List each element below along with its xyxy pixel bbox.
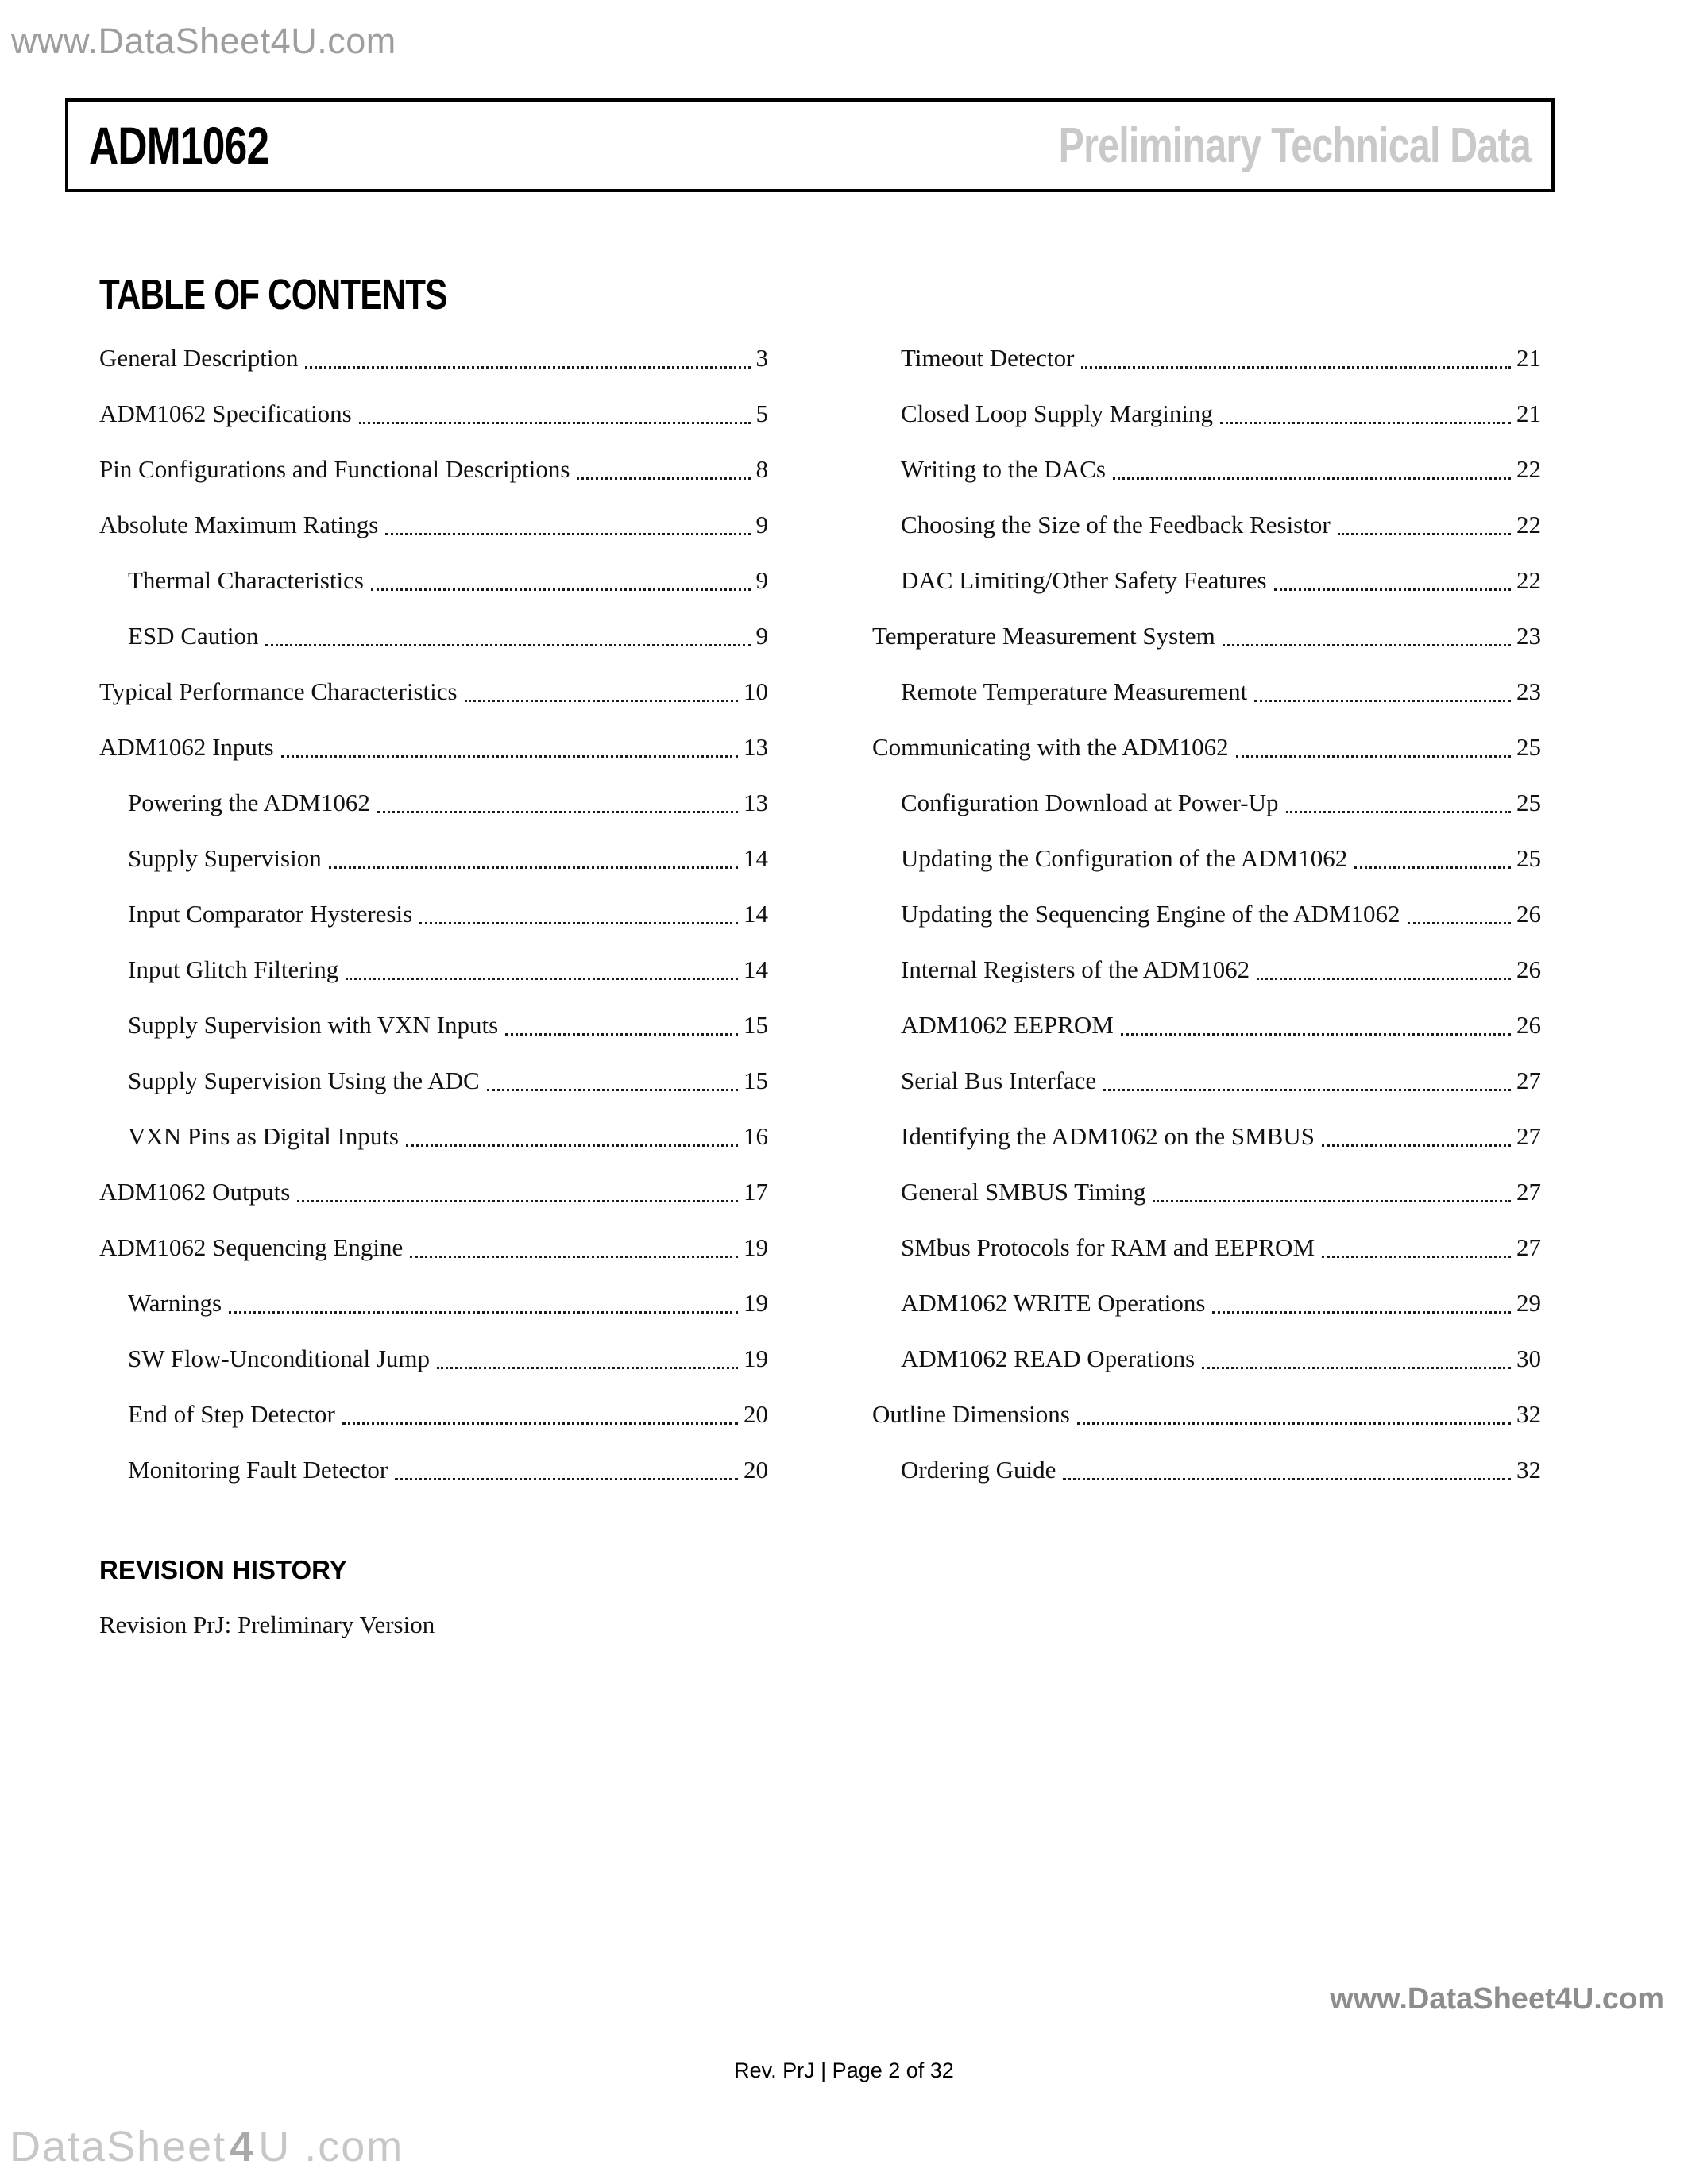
toc-entry-page: 19 <box>744 1345 768 1372</box>
toc-entry-page: 25 <box>1516 789 1541 816</box>
toc-entry-label: Outline Dimensions <box>872 1400 1070 1428</box>
toc-title-wrap <box>99 270 545 319</box>
toc-entry-page: 21 <box>1516 344 1541 372</box>
toc-entry-page: 23 <box>1516 677 1541 705</box>
toc-entry-label: Remote Temperature Measurement <box>901 677 1248 705</box>
toc-entry-label: Typical Performance Characteristics <box>99 677 458 705</box>
toc-dot-leader <box>437 1345 738 1369</box>
toc-entry-page: 22 <box>1516 511 1541 538</box>
toc-entry-label: Powering the ADM1062 <box>128 789 370 816</box>
toc-dot-leader <box>406 1122 738 1147</box>
toc-dot-leader <box>1103 1067 1511 1091</box>
toc-entry <box>99 1400 768 1456</box>
toc-dot-leader <box>410 1233 738 1258</box>
toc-entry <box>99 900 768 955</box>
revision-history-title: REVISION HISTORY <box>99 1555 347 1584</box>
toc-entry <box>99 622 768 677</box>
toc-entry-label: Input Glitch Filtering <box>128 955 339 983</box>
toc-entry <box>872 1400 1541 1456</box>
toc-entry <box>872 1122 1541 1178</box>
toc-entry-page: 9 <box>755 566 768 594</box>
toc-entry <box>872 1289 1541 1345</box>
toc-dot-leader <box>377 789 738 813</box>
toc-dot-leader <box>395 1456 738 1480</box>
toc-entry-page: 22 <box>1516 566 1541 594</box>
toc-entry-page: 5 <box>755 399 768 427</box>
toc-dot-leader <box>1286 789 1512 813</box>
toc-entry-page: 14 <box>744 844 768 872</box>
toc-entry-label: Updating the Sequencing Engine of the ADM1062 <box>901 900 1400 928</box>
toc-entry-label: ADM1062 Specifications <box>99 399 352 427</box>
toc-dot-leader <box>297 1178 738 1202</box>
toc-dot-leader <box>1077 1400 1511 1425</box>
toc-entry-label: Communicating with the ADM1062 <box>872 733 1229 761</box>
toc-entry <box>99 455 768 511</box>
toc-entry <box>99 1122 768 1178</box>
toc-entry <box>872 844 1541 900</box>
toc-entry-page: 20 <box>744 1456 768 1484</box>
toc-entry-label: ADM1062 WRITE Operations <box>901 1289 1206 1317</box>
toc-entry-label: General SMBUS Timing <box>901 1178 1146 1206</box>
toc-column-right <box>872 344 1541 1511</box>
toc-entry-page: 26 <box>1516 955 1541 983</box>
toc-entry-page: 10 <box>744 677 768 705</box>
toc-entry-page: 21 <box>1516 399 1541 427</box>
toc-entry <box>872 622 1541 677</box>
part-number: ADM1062 <box>89 116 269 175</box>
toc-entry <box>99 844 768 900</box>
toc-entry <box>872 344 1541 399</box>
watermark-bottom-right: www.DataSheet4U.com <box>1330 1982 1664 2016</box>
toc-entry-page: 9 <box>755 622 768 650</box>
toc-dot-leader <box>487 1067 738 1091</box>
toc-entry-label: Identifying the ADM1062 on the SMBUS <box>901 1122 1315 1150</box>
toc-entry-label: Choosing the Size of the Feedback Resistor <box>901 511 1331 538</box>
toc-entry <box>99 733 768 789</box>
toc-entry-page: 26 <box>1516 900 1541 928</box>
toc-entry-page: 17 <box>744 1178 768 1206</box>
toc-dot-leader <box>1121 1011 1511 1036</box>
toc-entry <box>872 511 1541 566</box>
toc-dot-leader <box>577 455 750 480</box>
toc-entry-page: 32 <box>1516 1456 1541 1484</box>
toc-dot-leader <box>281 733 738 758</box>
watermark-bottom-left-post: U .com <box>258 2123 404 2170</box>
toc-title: TABLE OF CONTENTS <box>99 271 447 318</box>
toc-entry <box>99 566 768 622</box>
toc-entry-label: Timeout Detector <box>901 344 1075 372</box>
header-box <box>65 98 1555 192</box>
toc-entry-page: 15 <box>744 1067 768 1094</box>
toc-entry-label: DAC Limiting/Other Safety Features <box>901 566 1267 594</box>
watermark-bottom-left <box>10 2122 404 2171</box>
toc-entry-page: 8 <box>755 455 768 483</box>
toc-dot-leader <box>229 1289 738 1314</box>
toc-entry-label: Writing to the DACs <box>901 455 1106 483</box>
toc-dot-leader <box>265 622 750 646</box>
toc-entry-page: 13 <box>744 789 768 816</box>
toc-entry-label: Pin Configurations and Functional Descriptions <box>99 455 570 483</box>
toc-entry-label: Ordering Guide <box>901 1456 1056 1484</box>
toc-entry-label: ADM1062 Outputs <box>99 1178 291 1206</box>
toc-dot-leader <box>1236 733 1511 758</box>
watermark-bottom-left-pre: DataSheet <box>10 2123 227 2170</box>
toc-dot-leader <box>371 566 751 591</box>
toc-entry <box>99 1345 768 1400</box>
toc-dot-leader <box>1338 511 1511 535</box>
toc-entry-label: Absolute Maximum Ratings <box>99 511 379 538</box>
toc-entry <box>99 677 768 733</box>
toc-entry-label: ESD Caution <box>128 622 259 650</box>
toc-entry-page: 23 <box>1516 622 1541 650</box>
toc-column-left <box>99 344 768 1511</box>
toc-dot-leader <box>1202 1345 1511 1369</box>
toc-dot-leader <box>1063 1456 1511 1480</box>
toc-entry-label: VXN Pins as Digital Inputs <box>128 1122 399 1150</box>
toc-entry-page: 27 <box>1516 1233 1541 1261</box>
toc-entry <box>872 677 1541 733</box>
toc-entry <box>872 1011 1541 1067</box>
toc-entry <box>99 1233 768 1289</box>
toc-entry-page: 26 <box>1516 1011 1541 1039</box>
toc-entry <box>99 1289 768 1345</box>
toc-entry <box>99 1011 768 1067</box>
toc-entry-label: Internal Registers of the ADM1062 <box>901 955 1250 983</box>
toc-entry-label: Monitoring Fault Detector <box>128 1456 388 1484</box>
toc-dot-leader <box>1220 399 1511 424</box>
toc-entry-page: 22 <box>1516 455 1541 483</box>
watermark-top-left: www.DataSheet4U.com <box>11 21 396 61</box>
toc-entry-page: 14 <box>744 955 768 983</box>
toc-dot-leader <box>329 844 738 869</box>
toc-dot-leader <box>1322 1122 1511 1147</box>
toc-dot-leader <box>1223 622 1511 646</box>
toc-entry-page: 27 <box>1516 1067 1541 1094</box>
toc-entry <box>99 511 768 566</box>
toc-entry-page: 27 <box>1516 1178 1541 1206</box>
toc-entry-label: Temperature Measurement System <box>872 622 1215 650</box>
revision-history-entry: Revision PrJ: Preliminary Version <box>99 1611 435 1638</box>
toc-entry <box>99 1067 768 1122</box>
toc-entry-page: 19 <box>744 1289 768 1317</box>
toc-entry <box>872 455 1541 511</box>
toc-entry-label: ADM1062 Sequencing Engine <box>99 1233 404 1261</box>
toc-entry-label: Supply Supervision <box>128 844 322 872</box>
toc-dot-leader <box>359 399 751 424</box>
toc-entry-label: Warnings <box>128 1289 222 1317</box>
toc-entry <box>99 344 768 399</box>
toc-entry-page: 13 <box>744 733 768 761</box>
doc-type-label: Preliminary Technical Data <box>1058 118 1531 173</box>
toc-dot-leader <box>465 677 738 702</box>
toc-entry-page: 3 <box>755 344 768 372</box>
toc-dot-leader <box>385 511 750 535</box>
toc-dot-leader <box>1113 455 1511 480</box>
toc-entry <box>872 1456 1541 1511</box>
toc-entry <box>872 733 1541 789</box>
toc-dot-leader <box>1081 344 1511 369</box>
toc-entry <box>99 789 768 844</box>
toc-entry-label: Configuration Download at Power-Up <box>901 789 1279 816</box>
toc-dot-leader <box>342 1400 738 1425</box>
toc-entry-label: SW Flow-Unconditional Jump <box>128 1345 431 1372</box>
toc-dot-leader <box>1274 566 1511 591</box>
toc-dot-leader <box>1354 844 1511 869</box>
toc-dot-leader <box>1212 1289 1511 1314</box>
toc-entry-page: 27 <box>1516 1122 1541 1150</box>
toc-entry-page: 30 <box>1516 1345 1541 1372</box>
toc-dot-leader <box>1408 900 1511 924</box>
toc-entry-label: Supply Supervision with VXN Inputs <box>128 1011 499 1039</box>
toc-entry-label: Input Comparator Hysteresis <box>128 900 413 928</box>
toc-entry <box>872 789 1541 844</box>
toc-entry-page: 19 <box>744 1233 768 1261</box>
toc-entry <box>99 399 768 455</box>
toc-entry <box>872 1233 1541 1289</box>
toc-entry-label: ADM1062 READ Operations <box>901 1345 1196 1372</box>
toc-entry-page: 15 <box>744 1011 768 1039</box>
toc-entry-page: 32 <box>1516 1400 1541 1428</box>
watermark-bottom-left-num: 4 <box>230 2123 256 2170</box>
toc-entry-label: Supply Supervision Using the ADC <box>128 1067 480 1094</box>
toc-entry <box>99 955 768 1011</box>
toc-entry-page: 20 <box>744 1400 768 1428</box>
toc-entry <box>99 1456 768 1511</box>
toc-dot-leader <box>505 1011 738 1036</box>
toc-entry-label: ADM1062 EEPROM <box>901 1011 1114 1039</box>
page-footer: Rev. PrJ | Page 2 of 32 <box>734 2059 954 2082</box>
toc-entry-page: 29 <box>1516 1289 1541 1317</box>
toc-entry-page: 14 <box>744 900 768 928</box>
toc-dot-leader <box>1257 955 1511 980</box>
toc-entry-label: SMbus Protocols for RAM and EEPROM <box>901 1233 1315 1261</box>
toc-dot-leader <box>346 955 738 980</box>
toc-entry <box>872 1178 1541 1233</box>
toc-entry <box>872 399 1541 455</box>
toc-entry-label: Updating the Configuration of the ADM1062 <box>901 844 1348 872</box>
toc-entry-label: End of Step Detector <box>128 1400 335 1428</box>
toc-entry-page: 9 <box>755 511 768 538</box>
toc-dot-leader <box>1322 1233 1511 1258</box>
toc-entry-label: Thermal Characteristics <box>128 566 364 594</box>
toc-entry <box>872 1345 1541 1400</box>
toc-entry-page: 25 <box>1516 733 1541 761</box>
toc-dot-leader <box>305 344 750 369</box>
toc-entry-page: 16 <box>744 1122 768 1150</box>
toc-dot-leader <box>419 900 738 924</box>
toc-entry-label: Serial Bus Interface <box>901 1067 1097 1094</box>
toc-entry-label: ADM1062 Inputs <box>99 733 274 761</box>
toc-entry-label: Closed Loop Supply Margining <box>901 399 1213 427</box>
toc-entry <box>872 900 1541 955</box>
toc-entry <box>872 566 1541 622</box>
toc-entry-page: 25 <box>1516 844 1541 872</box>
toc-entry <box>872 955 1541 1011</box>
toc-dot-leader <box>1153 1178 1511 1202</box>
toc-dot-leader <box>1254 677 1511 702</box>
toc-entry-label: General Description <box>99 344 299 372</box>
toc-entry <box>99 1178 768 1233</box>
toc-entry <box>872 1067 1541 1122</box>
